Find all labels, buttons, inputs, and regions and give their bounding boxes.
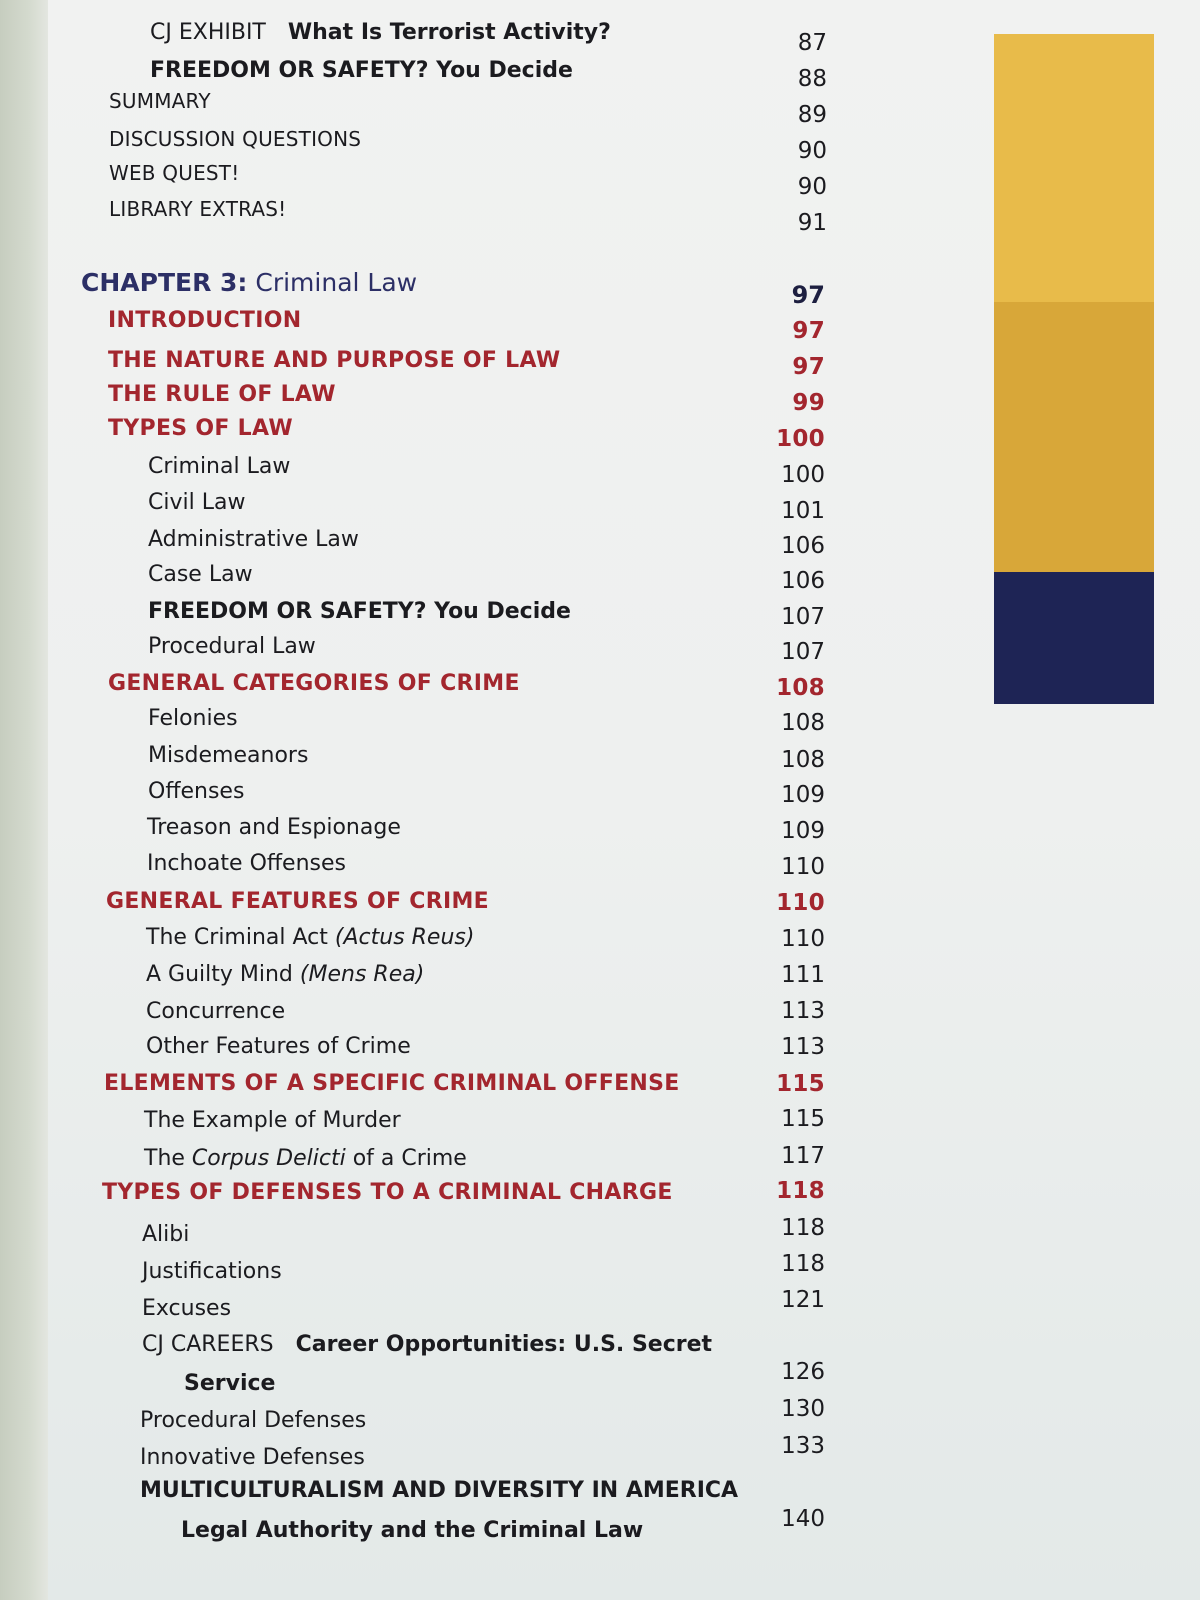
chapter-page-number: 97 [791, 281, 825, 309]
toc-page-number: 121 [781, 1287, 825, 1313]
color-swatch-mid [994, 302, 1154, 572]
toc-page-number: 101 [781, 498, 825, 524]
toc-page-number: 118 [781, 1215, 825, 1241]
section-heading: GENERAL CATEGORIES OF CRIME [108, 671, 520, 696]
toc-page-number: 106 [781, 533, 825, 559]
toc-page-number: 99 [792, 390, 825, 416]
toc-entry: Civil Law [148, 490, 246, 515]
toc-page-number: 97 [792, 318, 825, 344]
toc-entry-webquest: WEB QUEST! [109, 161, 240, 185]
toc-entry: Misdemeanors [148, 743, 309, 768]
toc-entry: Alibi [142, 1222, 190, 1247]
section-heading: GENERAL FEATURES OF CRIME [106, 889, 489, 914]
book-spine [0, 0, 48, 1600]
toc-entry-multicultural-cont: Legal Authority and the Criminal Law [181, 1518, 644, 1543]
toc-entry: Procedural Law [148, 634, 316, 659]
toc-page-number: 118 [781, 1251, 825, 1277]
toc-entry: Justifications [142, 1259, 282, 1284]
toc-page-number: 87 [797, 30, 827, 56]
toc-page-number: 100 [776, 426, 825, 452]
toc-page-number: 115 [781, 1106, 825, 1132]
toc-entry: Criminal Law [148, 454, 291, 479]
toc-entry-exhibit: CJ EXHIBIT What Is Terrorist Activity? [150, 20, 611, 45]
toc-page-number: 115 [776, 1071, 825, 1097]
toc-page-number: 107 [781, 639, 825, 665]
toc-entry: The Criminal Act (Actus Reus) [146, 925, 475, 950]
toc-entry: Inchoate Offenses [147, 851, 346, 876]
toc-page-number: 140 [781, 1506, 825, 1532]
toc-entry: Treason and Espionage [147, 815, 401, 840]
toc-page-number: 107 [781, 604, 825, 630]
toc-page-number: 108 [781, 747, 825, 773]
toc-page-number: 133 [781, 1433, 825, 1459]
toc-page-number: 89 [797, 102, 827, 128]
toc-entry-summary: SUMMARY [109, 89, 211, 113]
section-heading: THE RULE OF LAW [108, 382, 336, 407]
toc-entry-careers: CJ CAREERS Career Opportunities: U.S. Secret [142, 1332, 713, 1357]
toc-page-number: 108 [776, 675, 825, 701]
toc-page-number: 110 [781, 854, 825, 880]
toc-entry: Offenses [148, 779, 245, 804]
toc-entry-freedom: FREEDOM OR SAFETY? You Decide [148, 599, 571, 624]
color-swatch-light [994, 34, 1154, 304]
toc-entry: Procedural Defenses [140, 1408, 367, 1433]
toc-entry-library: LIBRARY EXTRAS! [109, 197, 287, 221]
color-swatch-dark [994, 572, 1154, 704]
toc-entry-multicultural: MULTICULTURALISM AND DIVERSITY IN AMERICA [140, 1478, 739, 1503]
toc-entry-freedom: FREEDOM OR SAFETY? You Decide [150, 58, 573, 83]
toc-entry: Innovative Defenses [140, 1445, 365, 1470]
toc-page-number: 88 [797, 66, 827, 92]
toc-entry: The Corpus Delicti of a Crime [144, 1146, 467, 1171]
toc-entry: Concurrence [146, 999, 286, 1024]
toc-page-number: 117 [781, 1143, 825, 1169]
toc-entry-discussion: DISCUSSION QUESTIONS [109, 127, 362, 151]
section-heading: INTRODUCTION [108, 308, 302, 333]
toc-page-number: 100 [781, 462, 825, 488]
toc-entry: Felonies [148, 706, 238, 731]
toc-page-number: 111 [781, 962, 825, 988]
toc-entry: Excuses [142, 1296, 232, 1321]
toc-entry-careers-cont: Service [184, 1371, 276, 1396]
toc-entry: The Example of Murder [144, 1108, 401, 1133]
toc-page-number: 90 [797, 138, 827, 164]
toc-page-number: 113 [781, 998, 825, 1024]
section-heading: TYPES OF DEFENSES TO A CRIMINAL CHARGE [102, 1180, 673, 1205]
toc-page-number: 109 [781, 818, 825, 844]
section-heading: TYPES OF LAW [108, 416, 293, 441]
toc-page-number: 130 [781, 1396, 825, 1422]
section-heading: THE NATURE AND PURPOSE OF LAW [108, 348, 561, 373]
toc-entry: Other Features of Crime [146, 1034, 411, 1059]
toc-entry: Case Law [148, 562, 253, 587]
section-heading: ELEMENTS OF A SPECIFIC CRIMINAL OFFENSE [104, 1071, 680, 1096]
toc-page-number: 113 [781, 1034, 825, 1060]
toc-page-number: 91 [797, 210, 827, 236]
toc-page-number: 97 [792, 354, 825, 380]
toc-page-number: 108 [781, 710, 825, 736]
toc-page-number: 90 [797, 174, 827, 200]
toc-page-number: 118 [776, 1178, 825, 1204]
toc-entry: A Guilty Mind (Mens Rea) [146, 962, 425, 987]
chapter-title: CHAPTER 3: Criminal Law [81, 268, 418, 297]
toc-page-number: 126 [781, 1359, 825, 1385]
toc-page-number: 106 [781, 568, 825, 594]
toc-page-number: 110 [781, 926, 825, 952]
toc-page-number: 110 [776, 890, 825, 916]
toc-page-number: 109 [781, 782, 825, 808]
toc-entry: Administrative Law [148, 527, 359, 552]
